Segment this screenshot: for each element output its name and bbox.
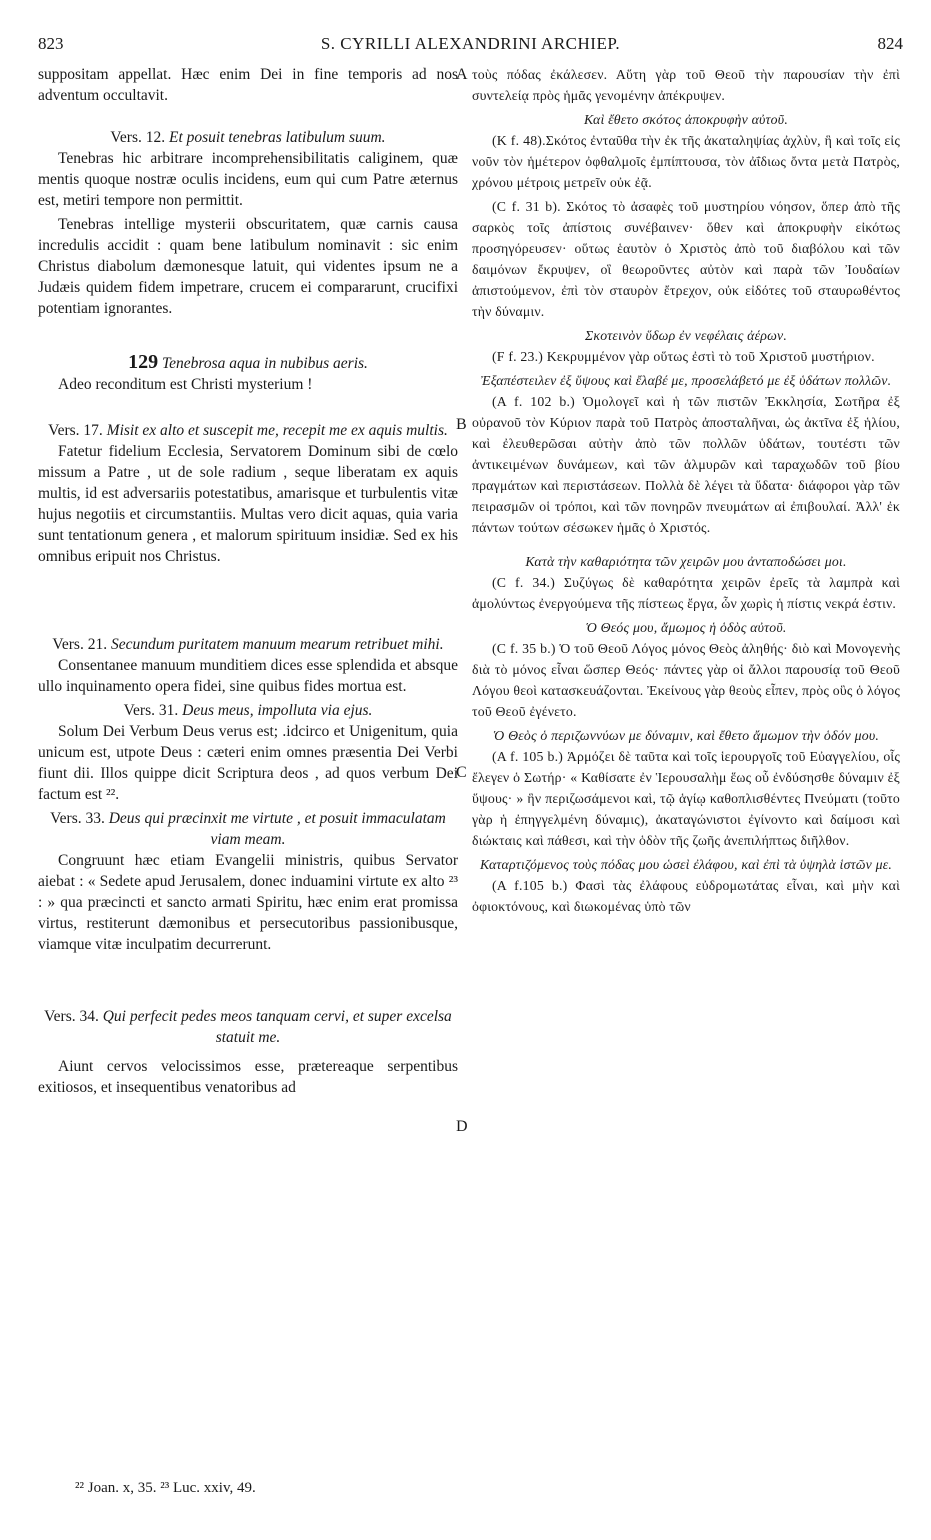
greek-paragraph: (K f. 48).Σκότος ἐνταῦθα τὴν ἐκ τῆς ἀκαταληψίας ἀχλὺν, ἣ καὶ τοῖς εἰς νοῦν τὸν ἡμέτερον ὀφθαλμοῖς ἐμπίπτουσα, τὸν ἀΐδιως ὄντα μετὰ Πατρὸς, χρόνου μέτροις μετρεῖν οὐκ ἐᾷ.	[472, 133, 900, 190]
latin-paragraph: Adeo reconditum est Christi mysterium !	[58, 376, 313, 393]
greek-heading-34: Καταρτιζόμενος τοὺς πόδας μου ὡσεὶ ἐλάφου, καὶ ἐπὶ τὰ ὑψηλὰ ἱστῶν με.	[479, 857, 893, 872]
greek-heading-33: Ὁ Θεὸς ὁ περιζωννύων με δύναμιν, καὶ ἔθετο ἄμωμον τὴν ὁδόν μου.	[492, 728, 880, 743]
verse-heading-17: Vers. 17. Misit ex alto et suscepit me, recepit me ex aquis multis.	[48, 422, 448, 439]
latin-paragraph: Consentanee manuum munditiem dices esse splendida et absque ullo inquinamento opera fidei, sine quibus fides mortua est.	[38, 657, 458, 695]
greek-column	[472, 64, 900, 920]
verse-heading-12: Vers. 12. Et posuit tenebras latibulum suum.	[110, 129, 386, 146]
latin-paragraph: Solum Dei Verbum Deus verus est; .idcirco et Unigenitum, quia unicum est, utpote Deus : cæteri enim omnes præsentia Dei Verbi fiunt dii. Illos quippe dicit Scriptura deos , ad quos verbum Dei factum est ²².	[38, 723, 458, 803]
greek-paragraph: (A f. 105 b.) Ἁρμόζει δὲ ταῦτα καὶ τοῖς ἱερουργοῖς τοῦ Εὐαγγελίου, οἷς ἔλεγεν ὁ Σωτήρ· « Καθίσατε ἐν Ἱερουσαλὴμ ἕως οὗ ἐνδύσησθε δύναμιν ἐξ ὕψους· » ἣν περιζωσάμενοι καὶ, τῷ ἁγίῳ καθοπλισθέντες Πνεύματι (τοῦτο γὰρ ἡ ἐπηγγελμένη δύναμις), ἀκαταγώνιστοι ἐγίνοντο καὶ δαίμοσι καὶ διώκταις καὶ πάθεσι, καὶ τὴν ὁδὸν τῆς ζωῆς ἀνεπιλήπτως διῆλθον.	[472, 749, 900, 848]
latin-column	[38, 64, 458, 1101]
greek-paragraph: (A f.105 b.) Φασὶ τὰς ἐλάφους εὐδρομωτάτας εἶναι, καὶ μὴν καὶ ὀφιοκτόνους, καὶ διωκομένας ὑπὸ τῶν	[472, 878, 900, 914]
greek-heading-129: Σκοτεινὸν ὕδωρ ἐν νεφέλαις ἀέρων.	[584, 328, 788, 343]
section-marker-a: A	[456, 66, 468, 83]
greek-paragraph: (C f. 31 b). Σκότος τὸ ἀσαφὲς τοῦ μυστηρίου νόησον, ὅπερ ἀπὸ τῆς σαρκὸς τοῖς ἀπίστοις συνέβαινεν· ὅθεν καὶ ἀποκρυφὴν εἰκότως προσηγόρευσεν· οὕτως ἑαυτὸν ὁ Χριστὸς ἀπὸ τοῦ διαβόλου καὶ τῶν δαιμόνων ἔκρυψεν, οἳ θεωροῦντες αὐτὸν καὶ παρὰ τῶν Ἰουδαίων ἀπιστούμενον, ἐπὶ τὸν σταυρὸν ἔτρεχον, οὐκ εἰδότες τοῦ σταυρωθέντος τὴν δύναμιν.	[472, 199, 900, 319]
latin-paragraph: Aiunt cervos velocissimos esse, prætereaque serpentibus exitiosos, et insequentibus venatoribus ad	[38, 1058, 458, 1096]
page-number-right: 824	[877, 34, 903, 53]
verse-heading-21: Vers. 21. Secundum puritatem manuum mearum retribuet mihi.	[52, 636, 444, 653]
page-number-left: 823	[38, 34, 64, 53]
greek-paragraph: (C f. 35 b.) Ὁ τοῦ Θεοῦ Λόγος μόνος Θεὸς ἀληθής· διὸ καὶ Μονογενὴς διὰ τὸ μόνος εἶναι ὥσπερ Θεός· πάντες γὰρ οἱ ἄλλοι παρουσίᾳ τοῦ Θεοῦ Λόγου θεοὶ κατασκευάζονται. Ἐκείνους γὰρ θεοὺς εἶπεν, πρὸς οὓς ὁ λόγος τοῦ Θεοῦ ἐγένετο.	[472, 641, 900, 719]
verse-heading-33: Vers. 33. Deus qui præcinxit me virtute , et posuit immaculatam viam meam.	[50, 810, 446, 848]
latin-paragraph: Tenebras hic arbitrare incomprehensibilitatis caliginem, quæ mentis quoque nostræ oculis incidens, eum qui cum Patre æternus est, metiri tempore non permittit.	[38, 150, 458, 209]
section-marker-c: C	[456, 764, 467, 781]
greek-heading-21: Κατὰ τὴν καθαριότητα τῶν χειρῶν μου ἀνταποδώσει μοι.	[525, 554, 847, 569]
greek-heading-31: Ὁ Θεός μου, ἄμωμος ἡ ὁδὸς αὐτοῦ.	[585, 620, 787, 635]
latin-paragraph: Tenebras intellige mysterii obscuritatem, quæ carnis causa incredulis accidit : quam bene latibulum nominavit : sic enim Christus diabolum dæmonesque latuit, qui videntes ipsum ne a Judæis quidem fidem impetrare, crucem ei compararunt, crucifixi potentiam ignorantes.	[38, 216, 458, 317]
footnotes: ²² Joan. x, 35. ²³ Luc. xxiv, 49.	[75, 1480, 256, 1496]
greek-paragraph: (C f. 34.) Συζύγως δὲ καθαρότητα χειρῶν ἐρεῖς τὰ λαμπρὰ καὶ ἀμολύντως ἐνεργούμενα τῆς πίστεως ἔργα, ὧν χωρὶς ἡ πίστις νεκρά ἐστιν.	[472, 575, 900, 611]
verse-heading-31: Vers. 31. Deus meus, impolluta via ejus.	[123, 702, 373, 719]
section-heading-129: 129 Tenebrosa aqua in nubibus aeris.	[128, 351, 368, 373]
greek-paragraph: (A f. 102 b.) Ὁμολογεῖ καὶ ἡ τῶν πιστῶν Ἐκκλησία, Σωτῆρα ἐξ οὐρανοῦ τὸν Κύριον παρὰ τοῦ Πατρὸς ἀποσταλῆναι, ὡς ἀκτῖνα ἐξ ἡλίου, καὶ ἐλευθερῶσαι αὐτὴν ἀπὸ τῶν πολλῶν ὑδάτων, τουτέστι τῶν ἀντικειμένων δυνάμεων, καὶ τῶν ἁλμυρῶν καὶ ταραχωδῶν τοῦ βίου πραγμάτων καὶ περιστάσεων. Πολλὰ δὲ λέγει τὰ ὕδατα· διάφοροι γὰρ τῶν πειρασμῶν οἱ τρόποι, καὶ τῶν πονηρῶν πνευμάτων αἱ ἐπιβουλαί. Ἀλλ' ἐκ πάντων τούτων σέσωκεν ἡμᾶς ὁ Χριστός.	[472, 394, 900, 535]
latin-paragraph: Fatetur fidelium Ecclesia, Servatorem Dominum sibi de cœlo missum a Patre , ut de sole radium , seque liberatam ex aquis multis, id est adversariis potestatibus, amarisque et turbulentis vitæ hujus negotiis et circumstantiis. Multas vero dicit aquas, quia varia sunt tentationum genera , et malorum spirituum insidiæ. Sed ex his omnibus eripuit nos Christus.	[38, 443, 458, 565]
verse-heading-34: Vers. 34. Qui perfecit pedes meos tanquam cervi, et super excelsa statuit me.	[44, 1008, 452, 1046]
latin-paragraph: suppositam appellat. Hæc enim Dei in fine temporis ad nos adventum occultavit.	[38, 66, 458, 104]
greek-heading-12: Καὶ ἔθετο σκότος ἀποκρυφὴν αὐτοῦ.	[584, 112, 788, 127]
greek-paragraph: τοὺς πόδας ἐκάλεσεν. Αὕτη γὰρ τοῦ Θεοῦ τὴν παρουσίαν τὴν ἐπὶ συντελείᾳ πρὸς ἡμᾶς γενομένην ἀπέκρυψεν.	[472, 67, 900, 103]
section-marker-d: D	[456, 1118, 468, 1135]
greek-heading-17: Ἐξαπέστειλεν ἐξ ὕψους καὶ ἔλαβέ με, προσελάβετό με ἐξ ὑδάτων πολλῶν.	[480, 373, 892, 388]
greek-paragraph: (F f. 23.) Κεκρυμμένον γὰρ οὕτως ἐστὶ τὸ τοῦ Χριστοῦ μυστήριον.	[492, 349, 875, 364]
running-title: S. CYRILLI ALEXANDRINI ARCHIEP.	[320, 34, 621, 53]
page-header	[38, 34, 903, 58]
latin-paragraph: Congruunt hæc etiam Evangelii ministris, quibus Servator aiebat : « Sedete apud Jerusalem, donec induamini virtute ex alto ²³ : » qua præcincti et sancto armati Spiritu, hæc enim erat promissa virtus, restiterunt dæmonibus et persecutoribus passionibusque, viamque vitæ inculpatim decurrerunt.	[38, 852, 458, 953]
section-marker-b: B	[456, 416, 467, 433]
